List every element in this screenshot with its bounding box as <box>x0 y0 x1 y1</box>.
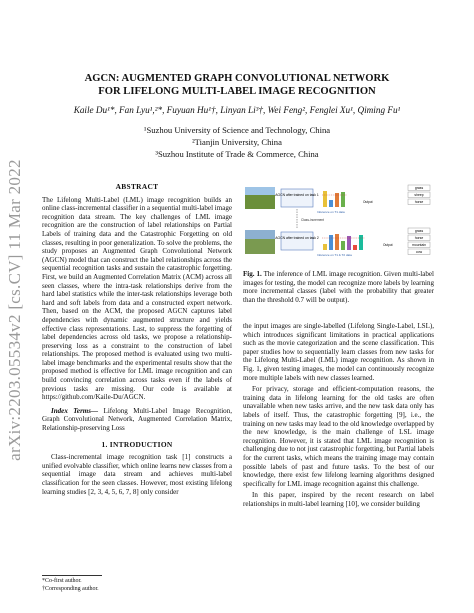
footnote-co-first: *Co-first author. <box>42 578 82 584</box>
index-terms-label: Index Terms— <box>51 406 99 415</box>
output-label-1: Output <box>363 200 373 204</box>
figure-bar <box>353 245 357 250</box>
footnotes <box>42 575 232 593</box>
affiliations <box>40 124 434 160</box>
class-increment-label: Class-increment <box>301 218 325 222</box>
figure-1-caption <box>243 270 434 304</box>
caption-label: Fig. 1. <box>243 270 262 278</box>
figure-1-diagram <box>243 183 434 265</box>
affiliation-2: ²Tianjin University, China <box>192 137 282 147</box>
bar-group-task1 <box>322 191 347 207</box>
label-tag: mountain <box>412 243 426 247</box>
footnote-corresponding: †Corresponding author. <box>42 585 99 592</box>
label-tag: cow <box>415 250 423 254</box>
figure-bar <box>323 244 327 250</box>
label-tag: grass <box>414 229 424 233</box>
affiliation-1: ¹Suzhou University of Science and Technology, China <box>143 125 331 135</box>
output-label-2: Output <box>383 243 393 247</box>
figure-bar <box>341 192 345 207</box>
figure-1 <box>243 183 434 265</box>
left-column <box>42 183 232 499</box>
figure-bar <box>359 235 363 250</box>
model-box-task1 <box>281 189 313 207</box>
label-tag: grass <box>414 186 424 190</box>
title-line-2: FOR LIFELONG MULTI-LABEL IMAGE RECOGNITION <box>98 86 376 97</box>
abstract-text: The Lifelong Multi-Label (LML) image recognition builds an online class-incremental classifier in a sequential multi-label image recognition data stream. The key challenges of LML image recognition are the construction of label relationships on Partial Labels of training data and the Catastrophic Forgetting on old classes, resulting in poor generalization. To solve the problems, the study proposes an Augmented Graph Convolutional Network (AGCN) model that can construct the label relationships across the sequential recognition tasks and sustain the catastrophic forgetting. First, we build an Augmented Correlation Matrix (ACM) across all seen classes, where the intra-task relationships derive from the hard label statistics while the inter-task relationships leverage both hard and soft labels from data and a constructed expert network. Then, based on the ACM, the proposed AGCN captures label dependencies with dynamic augmented structure and yields effective class representations. Last, to suppress the forgetting of label dependencies across old tasks, we propose a relationship-preserving loss as a constraint to the construction of label relationships. The proposed method is evaluated using two multi-label image benchmarks and the experimental results show that the proposed method is effective for LML image recognition and can build convincing correlation across tasks even if the labels of previous tasks are missing. Our code is available at https://github.com/Kaile-Du/AGCN. <box>42 195 233 402</box>
author-list: Kaile Du¹*, Fan Lyu¹,²*, Fuyuan Hu¹†, Linyan Li³†, Wei Feng², Fenglei Xu¹, Qiming Fu¹ <box>73 105 401 115</box>
label-tag: sheep <box>414 193 424 197</box>
index-terms <box>42 407 232 433</box>
model-label-task2: AGCN after trained on task 2 <box>275 236 319 240</box>
caption-text: The inference of LML image recognition. Given multi-label images for testing, the model can recognize more labels by learning more incremental classes (label with the probability that greater than the threshold 0.7 will be output). <box>243 270 434 304</box>
figure-bar <box>341 241 345 250</box>
footnote-rule <box>42 575 102 576</box>
arxiv-sidebar-id: arXiv:2203.05534v2 [cs.CV] 11 Mar 2022 <box>5 159 24 461</box>
intro-paragraph-1: Class-incremental image recognition task [1] constructs a unified evolvable classifier, which online learns new classes from a sequential image data stream and achieves multi-label classification for the seen classes. However, most existing lifelong learning studies [2, 3, 4, 5, 6, 7, 8] only consider <box>42 453 232 496</box>
inference-label-2: Inference on T1 & T2 data <box>317 253 352 257</box>
tags-task2 <box>408 228 430 255</box>
affiliation-3: ³Suzhou Institute of Trade & Commerce, China <box>155 149 319 159</box>
figure-bar <box>323 191 327 207</box>
right-paragraph-2: For privacy, storage and efficient-computation reasons, the training data in lifelong learning for the old tasks are often unavailable when new tasks arrive, and the new task data only has labels of itself. Thus, the catastrophic forgetting [9], i.e., the training on new tasks may lead to the old knowledge overlapped by the new knowledge, is the main challenge of LSL image recognition. However, it is stated that LML image recognition is challenging due to not just catastrophic forgetting, but Partial labels for the current tasks, which means the training image may contain possible labels of past and future tasks. To the best of our knowledge, there exist few lifelong learning algorithms designed specifically for LML image recognition against this challenge. <box>243 385 434 488</box>
image-sky-2 <box>245 230 275 239</box>
image-sky-1 <box>245 187 275 195</box>
tags-task1 <box>408 185 430 205</box>
model-label-task1: AGCN after trained on task 1 <box>275 193 319 197</box>
label-tag: horse <box>414 236 424 240</box>
label-tag: horse <box>414 200 424 204</box>
introduction-heading: 1. INTRODUCTION <box>101 439 173 449</box>
right-paragraph-3: In this paper, inspired by the recent research on label relationships in multi-label learning [10], we consider building <box>243 491 434 508</box>
right-column <box>243 322 434 511</box>
inference-label-1: Inference on T1 data <box>317 210 345 214</box>
index-terms-text: Lifelong Multi-Label Image Recognition, Graph Convolutional Network, Augmented Correlation Matrix, Relationship-preserving Loss <box>42 406 232 433</box>
title-line-1: AGCN: AUGMENTED GRAPH CONVOLUTIONAL NETWORK <box>84 73 390 84</box>
right-paragraph-1: the input images are single-labelled (Lifelong Single-Label, LSL), which introduces significant limitations in practical applications such as the movie categorization and the scene classification. This paper studies how to sequentially learn classes from new tasks for the Lifelong Multi-Label (LML) image recognition. As shown in Fig. 1, given testing images, the model can continuously recognize more multiple labels with new classes learned. <box>243 322 434 382</box>
figure-bar <box>329 235 333 250</box>
abstract-heading: ABSTRACT <box>115 182 159 191</box>
paper-title <box>60 72 414 98</box>
bar-group-task2 <box>322 234 365 250</box>
figure-bar <box>335 234 339 250</box>
model-box-task2 <box>281 232 313 250</box>
figure-bar <box>329 200 333 207</box>
